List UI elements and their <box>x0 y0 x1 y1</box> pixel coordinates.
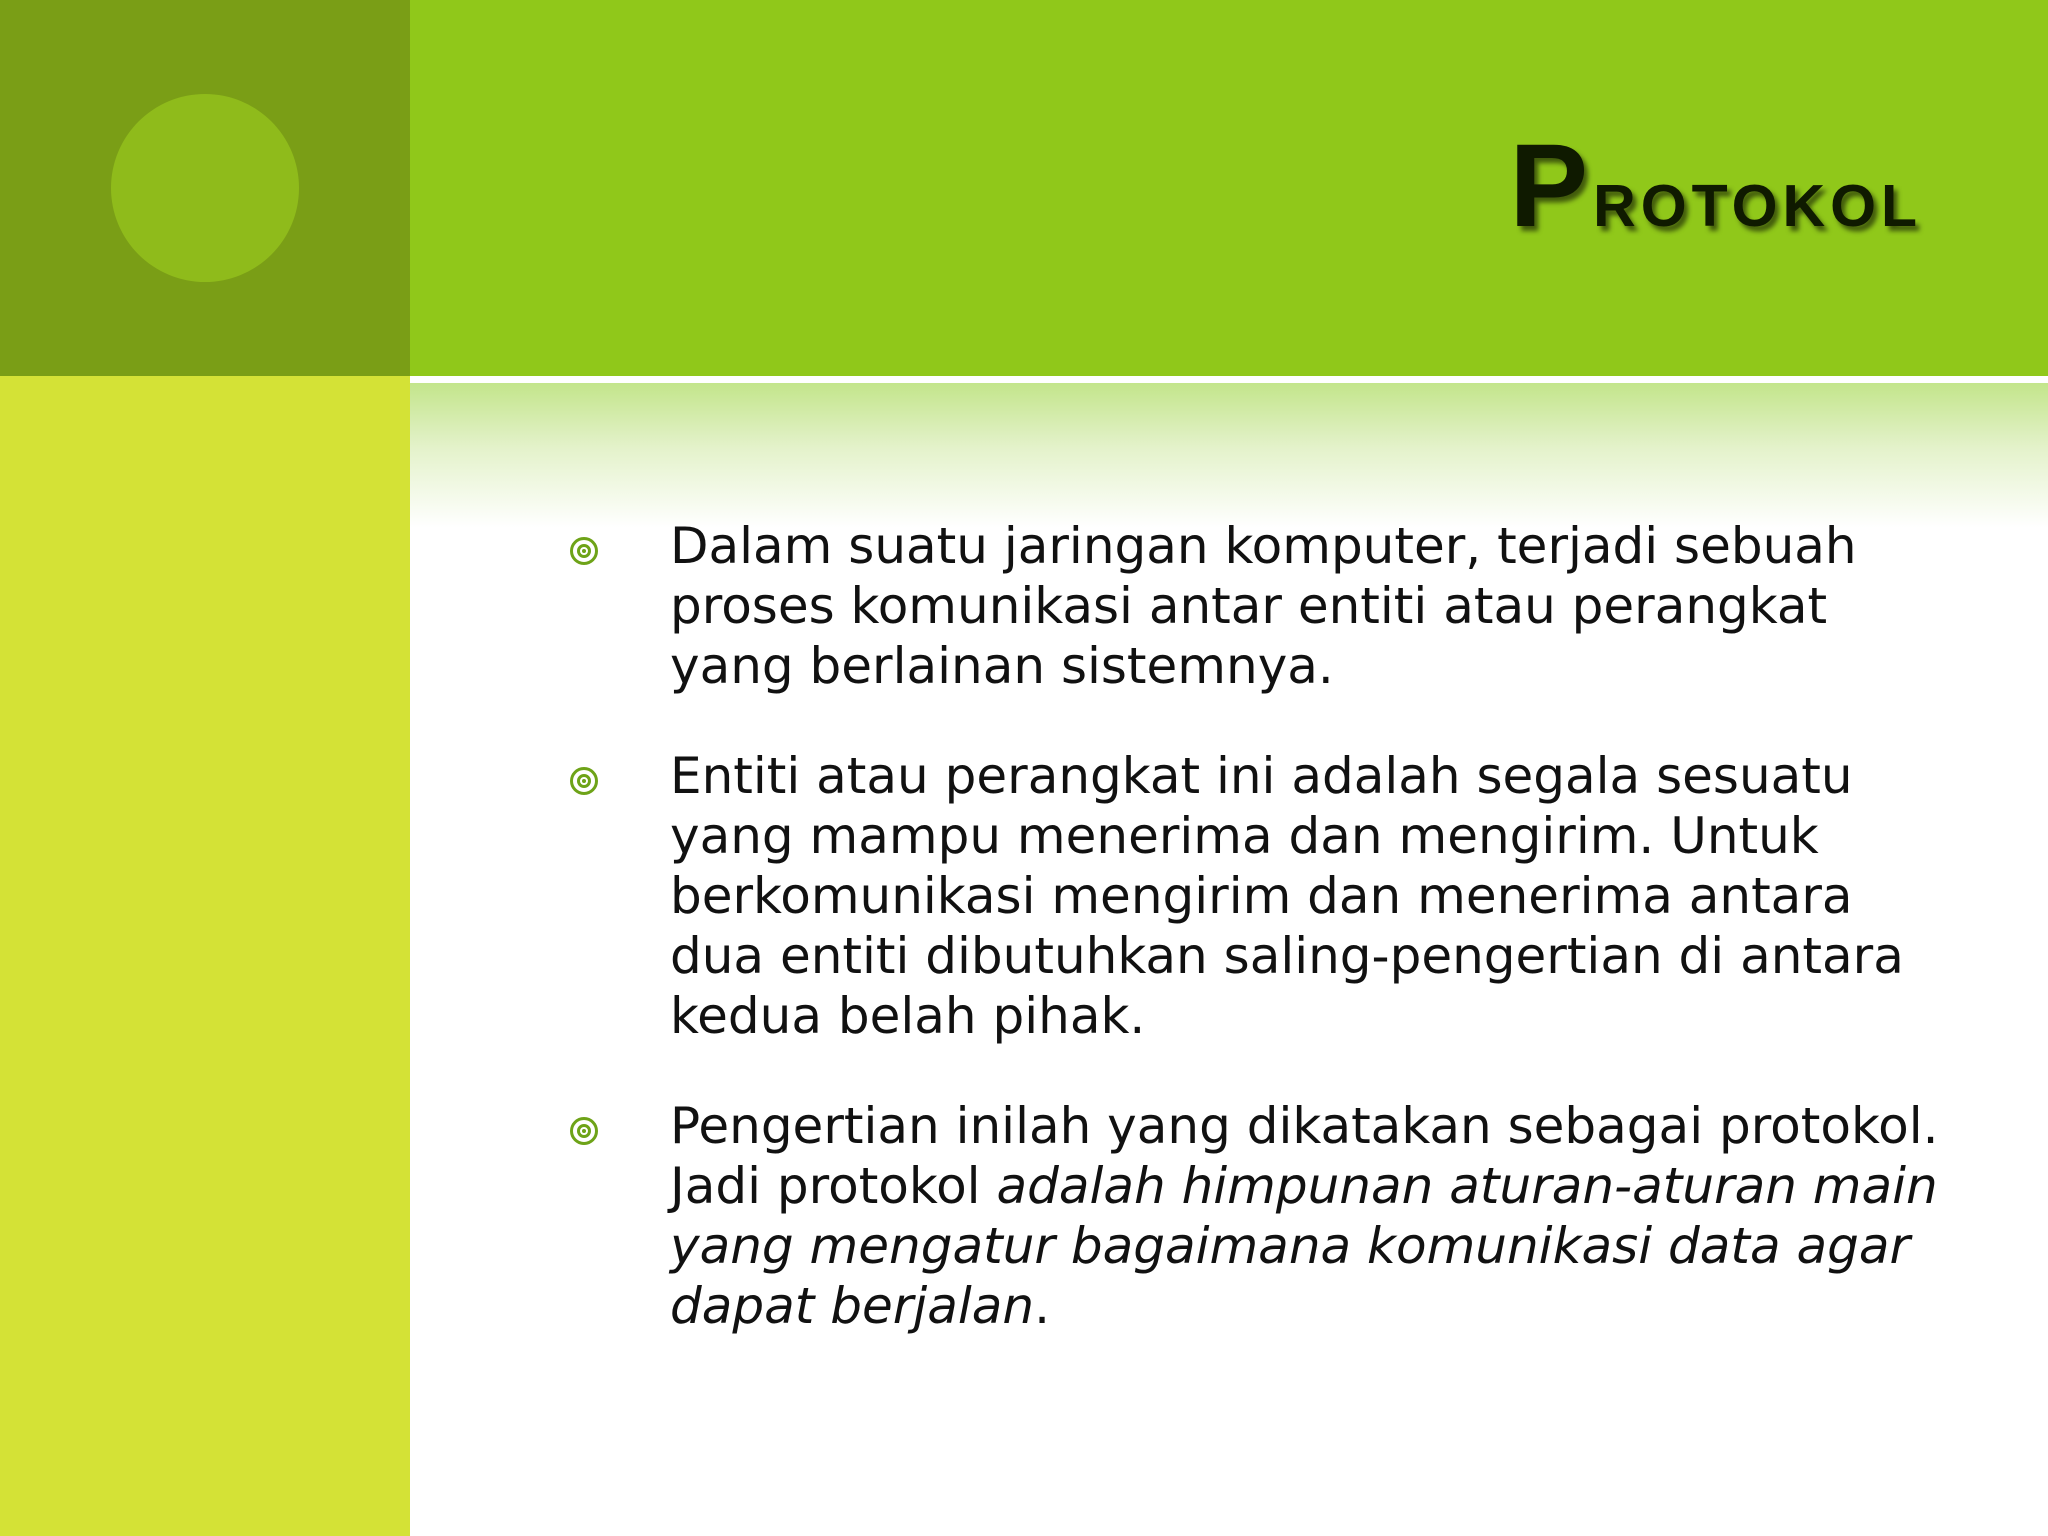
title-first-letter: P <box>1509 120 1594 252</box>
concentric-circle-bullet-icon <box>570 767 598 795</box>
concentric-circle-bullet-icon <box>570 537 598 565</box>
decorative-circle <box>111 94 299 282</box>
bullet-text-3-plain: Pengertian inilah yang dikatakan sebagai protokol. Jadi protokol <box>670 1097 1939 1215</box>
bullet-text-1: Dalam suatu jaringan komputer, terjadi sebuah proses komunikasi antar entiti atau perangkat yang berlainan sistemnya. <box>670 517 1857 695</box>
bullet-text-3-italic: adalah himpunan aturan-aturan main yang mengatur bagaimana komunikasi data agar dapat berjalan <box>670 1157 1938 1335</box>
side-bar <box>0 376 410 1536</box>
bullet-item-1 <box>560 516 1940 696</box>
corner-block <box>0 0 410 376</box>
bullet-text-2: Entiti atau perangkat ini adalah segala sesuatu yang mampu menerima dan mengirim. Untuk berkomunikasi mengirim dan menerima antara dua entiti dibutuhkan saling-pengertian di antara kedua belah pihak. <box>670 747 1904 1045</box>
title-rest: rotokol <box>1593 150 1922 244</box>
bullet-list <box>560 516 1940 1386</box>
header-fade <box>410 383 2048 528</box>
header-divider <box>410 376 2048 383</box>
bullet-text-3-end: . <box>1034 1277 1050 1335</box>
concentric-circle-bullet-icon <box>570 1117 598 1145</box>
bullet-item-3 <box>560 1096 1940 1336</box>
bullet-item-2 <box>560 746 1940 1046</box>
slide-title <box>1509 118 1922 254</box>
